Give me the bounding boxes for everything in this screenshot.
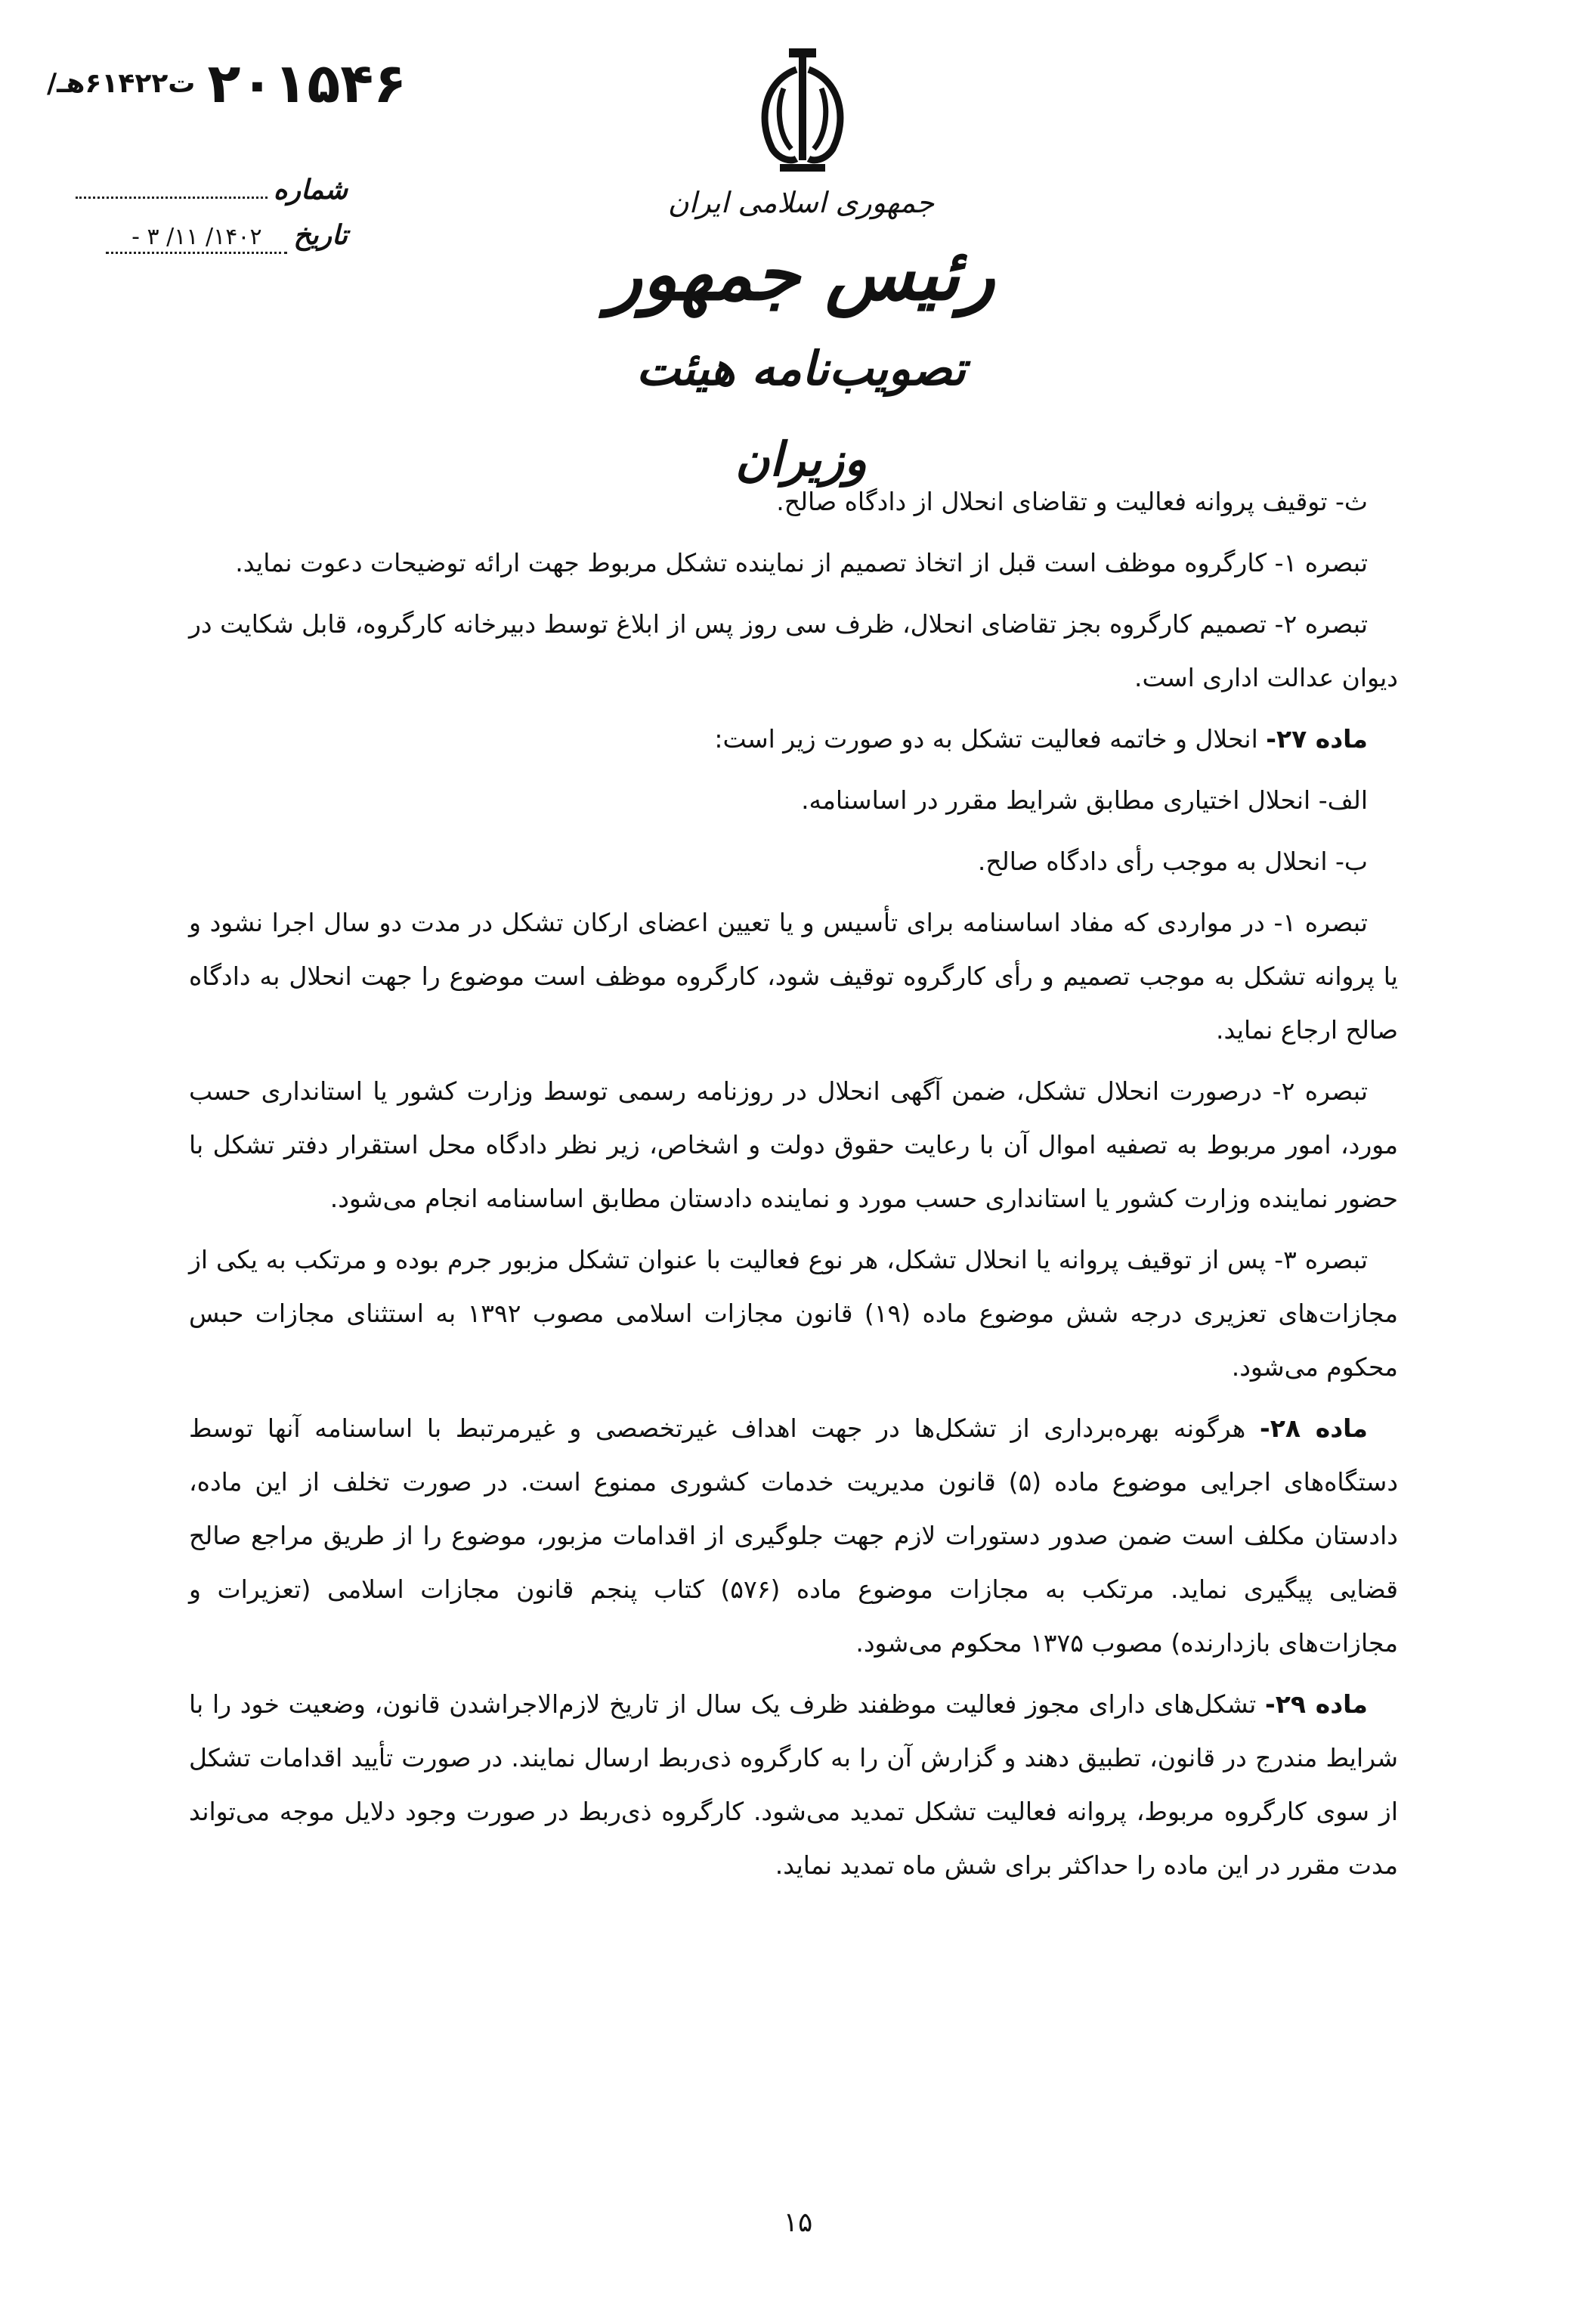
letterhead (574, 180, 1028, 487)
number-date-block (76, 174, 348, 265)
number-label: شماره (273, 174, 348, 206)
article-label: ماده ۲۷- (1266, 724, 1368, 754)
paragraph: ب- انحلال به موجب رأی دادگاه صالح. (977, 847, 1368, 876)
paragraph: تبصره ۲- درصورت انحلال تشکل، ضمن آگهی انحلال در روزنامه رسمی توسط وزارت کشور یا استانداری حسب مورد، امور مربوط به تصفیه اموال آن با رعایت حقوق دولت و اشخاص، زیر نظر دادگاه محل استقرار دفتر تشکل با حضور نماینده وزارت کشور یا استانداری حسب مورد و نماینده دادستان مطابق اساسنامه انجام می‌شود. (189, 1076, 1398, 1213)
paragraph: ث- توقیف پروانه فعالیت و تقاضای انحلال از دادگاه صالح. (776, 487, 1368, 516)
decree-title: تصویب‌نامه هیئت وزیران (636, 341, 967, 487)
paragraph: تبصره ۱- در مواردی که مفاد اساسنامه برای تأسیس و یا تعیین اعضای ارکان تشکل در مدت دو سال اجرا نشود و یا پروانه تشکل به موجب تصمیم و رأی کارگروه توقیف شود، کارگروه موظف است موضوع را جهت انحلال به دادگاه صالح ارجاع نماید. (189, 908, 1398, 1045)
article-text: تشکل‌های دارای مجوز فعالیت موظفند ظرف یک سال از تاریخ لازم‌الاجراشدن قانون، وضعیت خود را با شرایط مندرج در قانون، تطبیق دهند و گزارش آن را به کارگروه ذی‌ربط ارسال نمایند. در صورت تأیید اقدامات تشکل از سوی کارگروه مربوط، پروانه فعالیت تشکل تمدید می‌شود. کارگروه ذی‌ربط در صورت وجود دلایل موجه می‌تواند مدت مقرر در این ماده را حداکثر برای شش ماه تمدید نماید. (189, 1689, 1398, 1880)
reference-prefix: /ت۶۱۴۲۲هـ (47, 67, 196, 99)
page-number: ۱۵ (783, 2207, 813, 2238)
article-label: ماده ۲۹- (1265, 1689, 1368, 1719)
article-27 (189, 712, 1398, 766)
document-body (189, 475, 1398, 1899)
number-dotted-line (76, 181, 268, 199)
paragraph: تبصره ۱- کارگروه موظف است قبل از اتخاذ تصمیم از نماینده تشکل مربوط جهت ارائه توضیحات دعوت نماید. (235, 548, 1368, 577)
article-text: هرگونه بهره‌برداری از تشکل‌ها در جهت اهداف غیرتخصصی و غیرمرتبط با اساسنامه آنها توسط دستگاه‌های اجرایی موضوع ماده (۵) قانون مدیریت خدمات کشوری ممنوع است. در صورت تخلف از این ماده، دادستان مکلف است ضمن صدور دستورات لازم جهت جلوگیری از اقدامات مزبور، موضوع را از طریق مراجع صالح قضایی پیگیری نماید. مرتکب به مجازات موضوع ماده (۵۷۶) کتاب پنجم قانون مجازات اسلامی (تعزیرات و مجازات‌های بازدارنده) مصوب ۱۳۷۵ محکوم می‌شود. (189, 1413, 1399, 1658)
republic-title: جمهوری اسلامی ایران (667, 186, 935, 219)
article-28 (189, 1401, 1398, 1670)
paragraph: تبصره ۳- پس از توقیف پروانه یا انحلال تشکل، هر نوع فعالیت با عنوان تشکل مزبور جرم بوده و مرتکب به یکی از مجازات‌های تعزیری درجه شش موضوع ماده (۱۹) قانون مجازات اسلامی مصوب ۱۳۹۲ به استثنای مجازات حبس محکوم می‌شود. (189, 1245, 1399, 1382)
paragraph: تبصره ۲- تصمیم کارگروه بجز تقاضای انحلال، ظرف سی روز پس از ابلاغ توسط دبیرخانه کارگروه، قابل شکایت در دیوان عدالت اداری است. (189, 609, 1398, 692)
number-row (76, 174, 348, 219)
article-text: انحلال و خاتمه فعالیت تشکل به دو صورت زیر است: (714, 724, 1258, 754)
president-title: رئیس جمهور (607, 231, 995, 317)
article-29 (189, 1677, 1398, 1892)
reference-number (47, 53, 407, 113)
reference-digits: ۲۰۱۵۴۶ (207, 51, 407, 115)
iran-emblem-icon (750, 47, 855, 174)
article-label: ماده ۲۸- (1260, 1413, 1368, 1443)
date-value: ۱۴۰۲/ ۱۱/ ۳ - (106, 224, 287, 254)
date-row (76, 219, 348, 265)
paragraph: الف- انحلال اختیاری مطابق شرایط مقرر در اساسنامه. (801, 785, 1368, 815)
date-label: تاریخ (293, 219, 348, 251)
